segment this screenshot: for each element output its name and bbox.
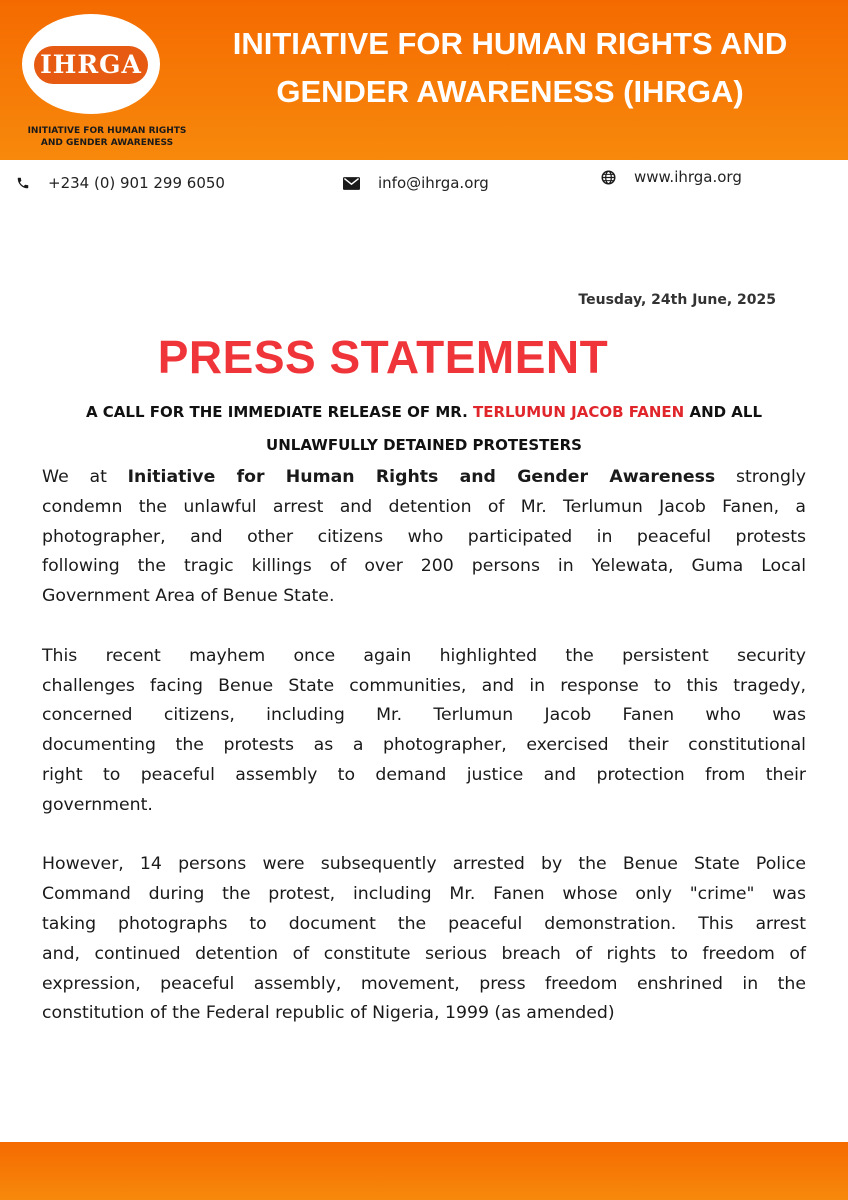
organization-title <box>190 20 830 116</box>
globe-icon <box>601 170 616 185</box>
envelope-icon <box>343 177 360 190</box>
paragraph-3-line-6: constitution of the Federal republic of Nigeria, 1999 (as amended) <box>42 1003 615 1024</box>
paragraph-1-line-1 <box>42 463 806 493</box>
paragraph-3-line-4: and, continued detention of constitute serious breach of rights to freedom of <box>42 943 806 964</box>
website-link[interactable]: www.ihrga.org <box>634 168 742 186</box>
headline-part-1: A CALL FOR THE IMMEDIATE RELEASE OF MR. <box>85 403 474 421</box>
paragraph-2-line-4: documenting the protests as a photographer, exercised their constitutional <box>42 735 806 756</box>
statement-headline <box>20 396 828 462</box>
footer-band <box>0 1142 848 1200</box>
contact-phone <box>16 174 225 192</box>
logo-wordmark: IHRGA <box>34 46 148 84</box>
paragraph-1-line-3: photographer, and other citizens who participated in peaceful protests <box>42 526 806 547</box>
paragraph-1-intro: We at <box>42 467 128 487</box>
logo-caption-line-1: INITIATIVE FOR HUMAN RIGHTS <box>27 126 187 136</box>
phone-icon <box>16 175 30 191</box>
organization-title-line-2: GENDER AWARENESS (IHRGA) <box>276 74 744 109</box>
statement-body <box>42 463 806 1059</box>
paragraph-1-line-2: condemn the unlawful arrest and detention of Mr. Terlumun Jacob Fanen, a <box>42 496 806 517</box>
paragraph-2-line-5: right to peaceful assembly to demand justice and protection from their <box>42 764 806 785</box>
contact-email <box>343 174 489 192</box>
paragraph-1 <box>42 463 806 612</box>
paragraph-1-after-org: strongly <box>715 467 806 487</box>
paragraph-1-line-5: Government Area of Benue State. <box>42 586 335 607</box>
press-statement-title: PRESS STATEMENT <box>157 331 609 383</box>
paragraph-1-line-4: following the tragic killings of over 200 persons in Yelewata, Guma Local <box>42 556 806 577</box>
headline-detainee-name: TERLUMUN JACOB FANEN <box>473 403 685 421</box>
organization-title-line-1: INITIATIVE FOR HUMAN RIGHTS AND <box>232 26 788 61</box>
logo-caption <box>12 125 202 149</box>
statement-date: Teusday, 24th June, 2025 <box>578 292 776 308</box>
phone-number[interactable]: +234 (0) 901 299 6050 <box>48 174 225 192</box>
paragraph-2-line-2: challenges facing Benue State communities, and in response to this tragedy, <box>42 675 806 696</box>
paragraph-2-line-6: government. <box>42 794 153 815</box>
contact-website <box>601 168 742 186</box>
paragraph-3-line-3: taking photographs to document the peaceful demonstration. This arrest <box>42 913 806 934</box>
ihrga-logo <box>22 14 160 114</box>
paragraph-2-line-3: concerned citizens, including Mr. Terlumun Jacob Fanen who was <box>42 705 806 726</box>
paragraph-2-line-1: This recent mayhem once again highlighted the persistent security <box>42 645 806 666</box>
organization-name-bold: Initiative for Human Rights and Gender Awareness <box>127 467 716 487</box>
paragraph-3 <box>42 850 806 1029</box>
paragraph-3-line-2: Command during the protest, including Mr. Fanen whose only "crime" was <box>42 884 806 905</box>
paragraph-2 <box>42 642 806 821</box>
paragraph-3-line-1: However, 14 persons were subsequently arrested by the Benue State Police <box>42 854 806 875</box>
email-address[interactable]: info@ihrga.org <box>378 174 489 192</box>
headline-line-2: UNLAWFULLY DETAINED PROTESTERS <box>266 436 582 454</box>
logo-caption-line-2: AND GENDER AWARENESS <box>40 138 174 148</box>
headline-part-2: AND ALL <box>684 403 763 421</box>
headline-line-1 <box>20 396 828 429</box>
letterhead-banner <box>0 0 848 160</box>
paragraph-3-line-5: expression, peaceful assembly, movement, press freedom enshrined in the <box>42 973 806 994</box>
